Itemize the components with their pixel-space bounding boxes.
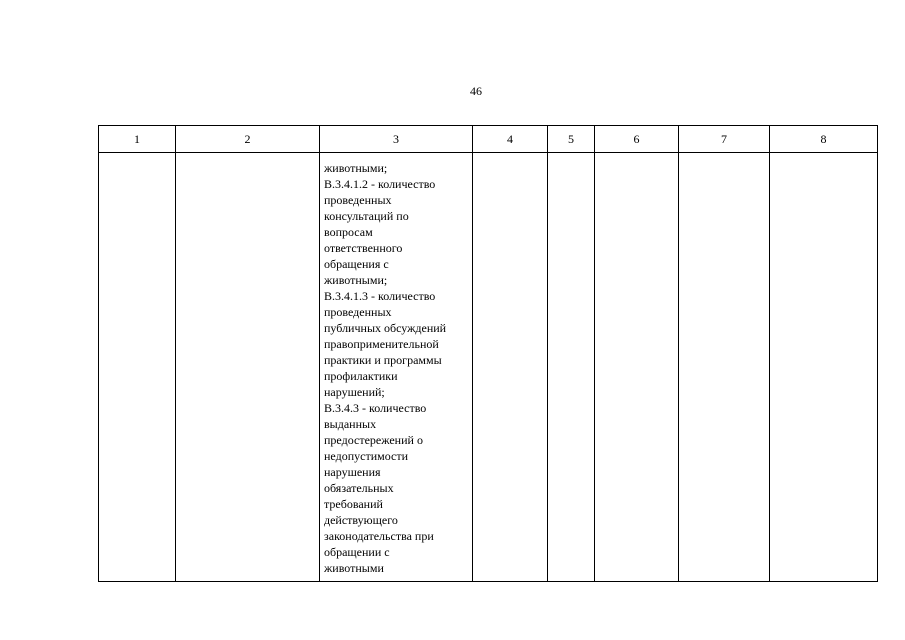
text-line: законодательства при (324, 529, 434, 543)
column-header-7: 7 (679, 126, 770, 153)
text-line: В.3.4.3 - количество (324, 401, 427, 415)
text-line: ответственного (324, 241, 403, 255)
column-header-1: 1 (99, 126, 176, 153)
text-line: недопустимости (324, 449, 408, 463)
table-cell-col8 (770, 153, 878, 582)
table-row (99, 153, 878, 582)
table-cell-col2 (176, 153, 320, 582)
text-line: консультаций по (324, 209, 409, 223)
text-line: В.3.4.1.3 - количество (324, 289, 436, 303)
table-cell-col1 (99, 153, 176, 582)
text-line: животными; (324, 273, 388, 287)
table-cell-col3 (320, 153, 473, 582)
column-header-5: 5 (548, 126, 595, 153)
text-line: обращения с (324, 257, 389, 271)
text-line: публичных обсуждений (324, 321, 447, 335)
text-line: В.3.4.1.2 - количество (324, 177, 436, 191)
text-line: вопросам (324, 225, 373, 239)
table-cell-col7 (679, 153, 770, 582)
text-line: предостережений о (324, 433, 423, 447)
text-line: проведенных (324, 305, 392, 319)
text-line: требований (324, 497, 383, 511)
column-header-6: 6 (595, 126, 679, 153)
text-line: нарушений; (324, 385, 385, 399)
column-header-4: 4 (473, 126, 548, 153)
text-line: правоприменительной (324, 337, 439, 351)
indicator-text (320, 153, 472, 580)
table-cell-col4 (473, 153, 548, 582)
text-line: практики и программы (324, 353, 442, 367)
document-table (98, 125, 878, 582)
text-line: животными (324, 561, 384, 575)
text-line: нарушения (324, 465, 381, 479)
text-line: действующего (324, 513, 398, 527)
text-line: обращении с (324, 545, 390, 559)
text-line: животными; (324, 161, 388, 175)
table-cell-col5 (548, 153, 595, 582)
column-header-2: 2 (176, 126, 320, 153)
column-header-3: 3 (320, 126, 473, 153)
text-line: профилактики (324, 369, 398, 383)
text-line: проведенных (324, 193, 392, 207)
page-number: 46 (470, 84, 482, 98)
table-header-row (99, 126, 878, 153)
text-line: выданных (324, 417, 377, 431)
column-header-8: 8 (770, 126, 878, 153)
text-line: обязательных (324, 481, 394, 495)
table-cell-col6 (595, 153, 679, 582)
